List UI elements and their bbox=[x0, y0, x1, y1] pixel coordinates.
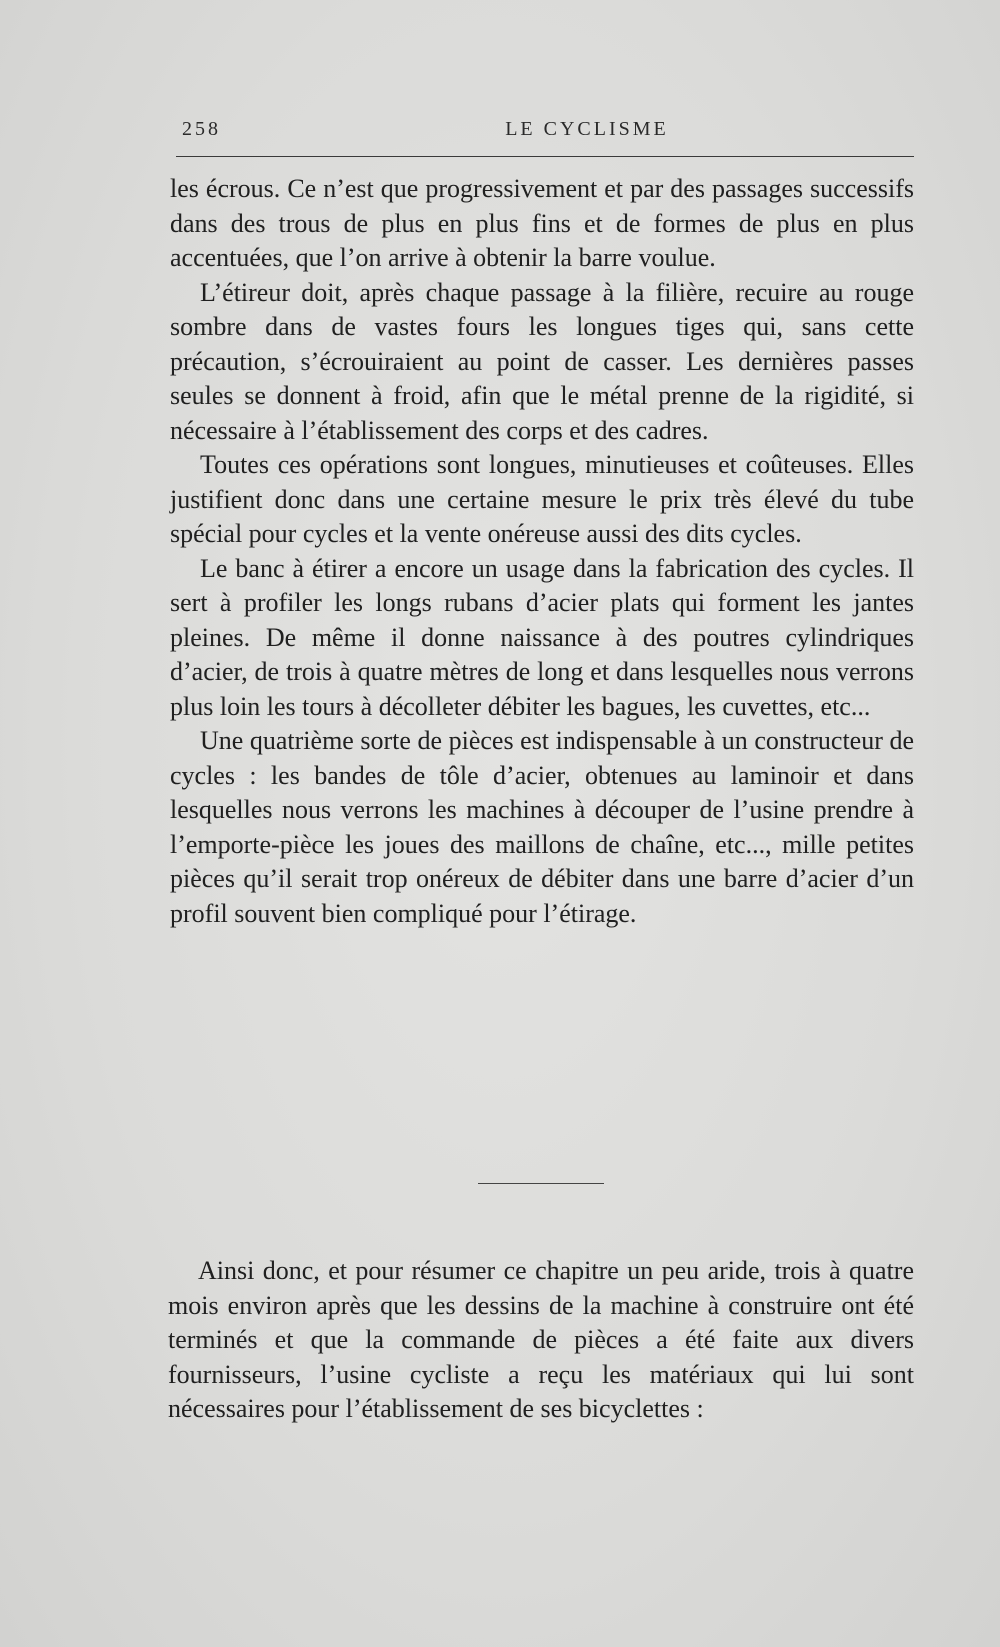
paragraph-2: L’étireur doit, après chaque passage à la filière, recuire au rouge sombre dans de vastes fours les longues tiges qui, sans cette précaution, s’écrouiraient au point de casser. Les dernières passes seules se donnent à froid, afin que le métal prenne de la rigidité, si nécessaire à l’établissement des corps et des cadres. bbox=[170, 277, 914, 445]
running-title: LE CYCLISME bbox=[505, 118, 669, 140]
paragraph-5: Une quatrième sorte de pièces est indispensable à un constructeur de cycles : les bandes de tôle d’acier, obtenues au laminoir et dans lesquelles nous verrons les machines à découper de l’usine prendre à l’emporte-pièce les joues des maillons de chaîne, etc..., mille petites pièces qu’il serait trop onéreux de débiter dans une barre d’acier d’un profil souvent bien compliqué pour l’étirage. bbox=[170, 726, 914, 928]
closing-paragraph: Ainsi donc, et pour résumer ce chapitre un peu aride, trois à quatre mois environ après que les dessins de la machine à construire ont été terminés et que la commande de pièces a été faite aux divers fournisseurs, l’usine cycliste a reçu les matériaux qui lui sont nécessaires pour l’établissement de ses bicyclettes : bbox=[168, 1256, 914, 1423]
section-divider bbox=[478, 1183, 604, 1184]
paragraph-4: Le banc à étirer a encore un usage dans la fabrication des cycles. Il sert à profiler les longs rubans d’acier plats qui forment les jantes pleines. De même il donne naissance à des poutres cylindriques d’acier, de trois à quatre mètres de long et dans lesquelles nous verrons plus loin les tours à décolleter débiter les bagues, les cuvettes, etc... bbox=[170, 553, 914, 721]
body-text bbox=[170, 172, 914, 931]
closing-text bbox=[168, 1254, 914, 1427]
paragraph-3: Toutes ces opérations sont longues, minutieuses et coûteuses. Elles justifient donc dans une certaine mesure le prix très élevé du tube spécial pour cycles et la vente onéreuse aussi des dits cycles. bbox=[170, 450, 914, 548]
page-number: 258 bbox=[182, 118, 221, 140]
header-rule bbox=[176, 156, 914, 157]
paragraph-1: les écrous. Ce n’est que progressivement et par des passages successifs dans des trous de plus en plus fins et de formes de plus en plus accentuées, que l’on arrive à obtenir la barre voulue. bbox=[170, 174, 914, 272]
running-head bbox=[172, 112, 916, 146]
